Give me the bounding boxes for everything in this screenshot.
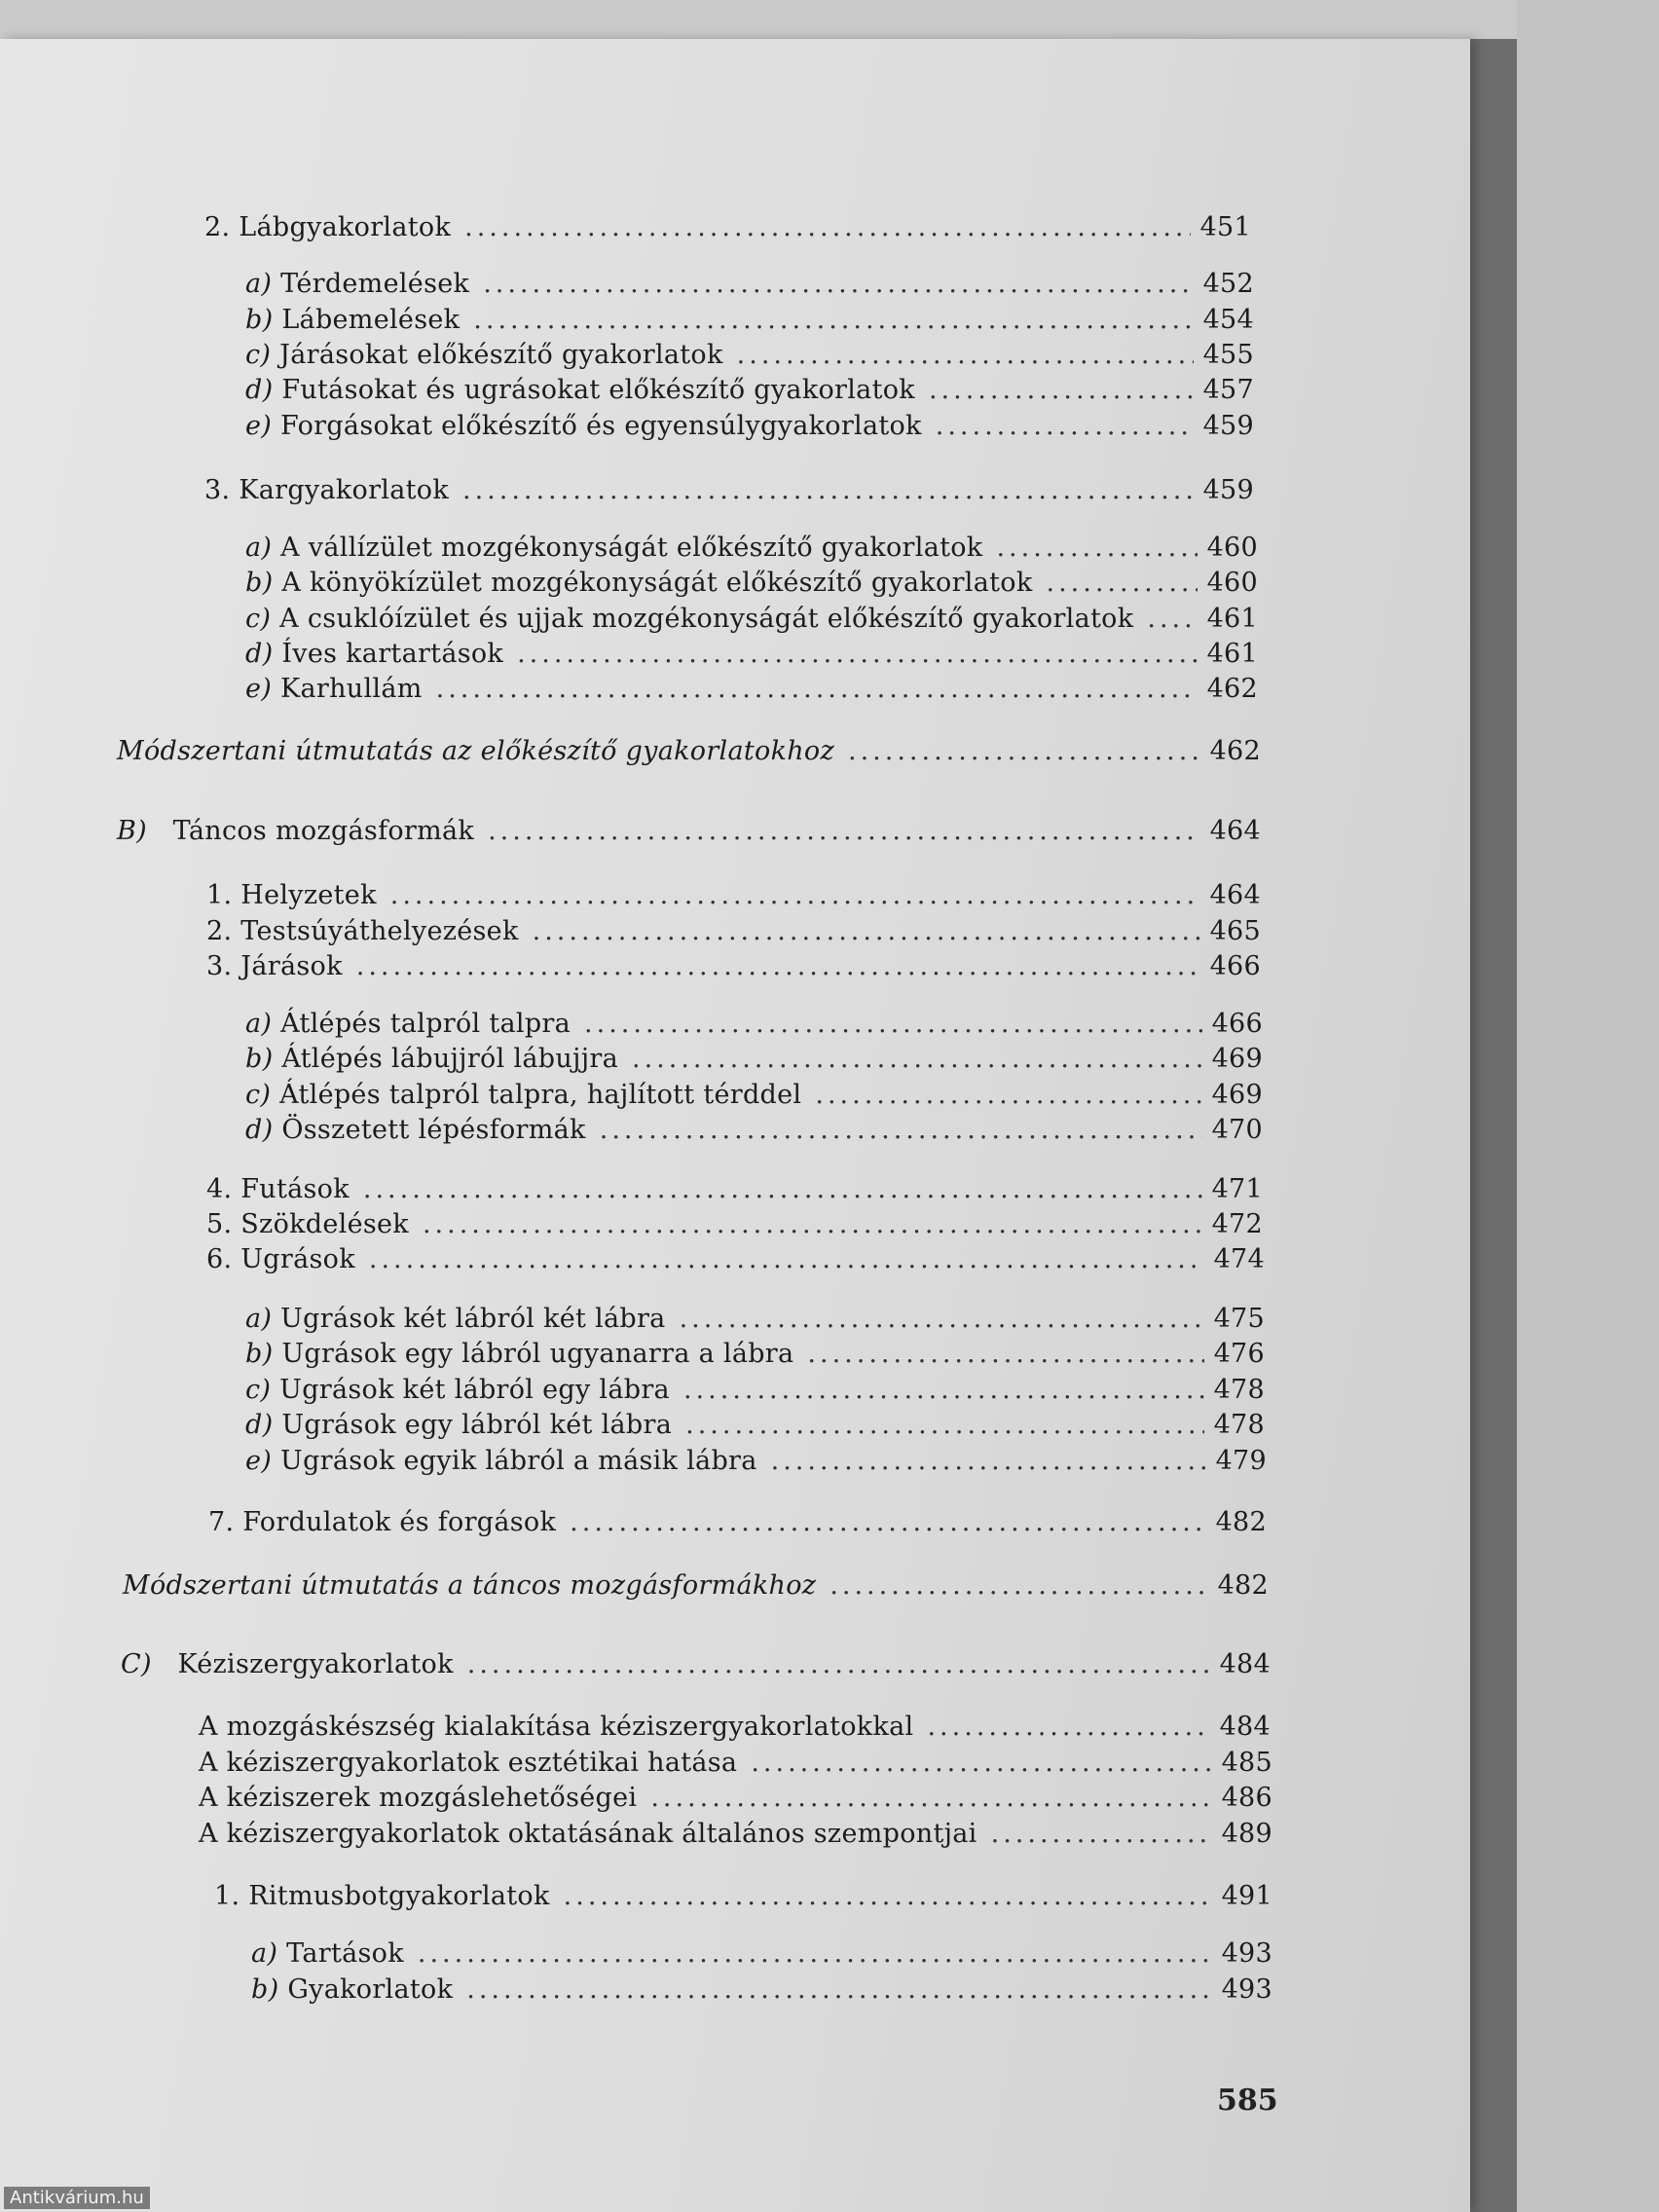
toc-entry-label <box>245 1410 672 1440</box>
toc-entry-label <box>245 1304 666 1334</box>
toc-entry-page: 455 <box>1202 340 1254 370</box>
toc-entry-marker: c) <box>245 604 272 634</box>
toc-entry-label <box>245 1339 793 1369</box>
toc-entry-label <box>245 1044 618 1074</box>
toc-entry-page: 482 <box>1215 1507 1267 1537</box>
dot-leader <box>927 1712 1209 1742</box>
toc-entry-marker: b) <box>251 1974 279 2005</box>
toc-entry-text: Ugrások egyik lábról a másik lábra <box>280 1446 757 1476</box>
toc-entry <box>245 639 1258 676</box>
toc-entry-page: 475 <box>1213 1304 1265 1334</box>
toc-entry-marker: d) <box>245 1115 274 1145</box>
toc-entry <box>245 1009 1263 1046</box>
dot-leader <box>1147 604 1197 634</box>
toc-entry <box>117 736 1261 773</box>
toc-entry-page: 470 <box>1211 1115 1263 1145</box>
toc-entry-page: 484 <box>1219 1649 1271 1679</box>
toc-entry-page: 459 <box>1202 475 1254 505</box>
toc-entry-text: Íves kartartások <box>281 639 504 669</box>
dot-leader <box>737 340 1194 370</box>
toc-entry-text: 1. Ritmusbotgyakorlatok <box>214 1881 550 1911</box>
toc-entry-text: 6. Ugrások <box>206 1244 355 1274</box>
toc-entry-page: 454 <box>1202 305 1254 335</box>
toc-entry <box>245 1080 1263 1117</box>
toc-entry-label <box>245 568 1033 598</box>
toc-entry-marker: c) <box>245 1080 272 1110</box>
dot-leader <box>771 1446 1206 1476</box>
toc-entry-text: 7. Fordulatok és forgások <box>208 1507 557 1537</box>
toc-entry-page: 479 <box>1215 1446 1267 1476</box>
toc-entry-page: 466 <box>1211 1009 1263 1039</box>
toc-entry-label <box>245 1375 670 1405</box>
dot-leader <box>830 1570 1207 1601</box>
toc-entry-marker: b) <box>245 568 274 598</box>
toc-entry-marker: d) <box>245 639 274 669</box>
dot-leader <box>467 1649 1210 1679</box>
toc-entry-page: 471 <box>1211 1174 1263 1204</box>
toc-entry-marker: b) <box>245 1044 274 1074</box>
toc-entry-text: A könyökízület mozgékonyságát előkészítő gyakorlatok <box>281 568 1033 598</box>
toc-entry <box>245 1044 1263 1081</box>
toc-entry <box>245 269 1254 306</box>
toc-entry-label <box>206 1174 350 1204</box>
toc-entry-label <box>206 1244 355 1274</box>
toc-entry-label <box>245 533 982 563</box>
toc-entry-page: 461 <box>1206 639 1258 669</box>
book-spine <box>1470 39 1517 2212</box>
toc-entry <box>245 1115 1263 1152</box>
toc-entry-label <box>121 1649 454 1679</box>
toc-entry-page: 478 <box>1213 1375 1265 1405</box>
toc-entry-marker: a) <box>245 533 273 563</box>
toc-entry-label <box>245 674 423 704</box>
toc-entry-page: 462 <box>1206 674 1258 704</box>
toc-entry-page: 460 <box>1206 568 1258 598</box>
toc-entry-marker: a) <box>245 1304 273 1334</box>
toc-entry-marker: b) <box>245 305 274 335</box>
dot-leader <box>991 1819 1212 1849</box>
toc-entry-marker: e) <box>245 1446 273 1476</box>
toc-entry-text: Karhullám <box>280 674 423 704</box>
toc-entry <box>245 375 1254 412</box>
toc-entry-label <box>199 1748 737 1778</box>
page-number: 585 <box>1217 2083 1278 2118</box>
toc-entry <box>245 411 1254 448</box>
toc-entry-text: Átlépés talpról talpra <box>280 1009 571 1039</box>
dot-leader <box>533 916 1200 946</box>
dot-leader <box>929 375 1194 405</box>
dot-leader <box>423 1209 1202 1239</box>
toc-entry-text: A kéziszergyakorlatok esztétikai hatása <box>199 1748 738 1778</box>
dot-leader <box>473 305 1193 335</box>
toc-entry <box>204 212 1251 249</box>
toc-entry <box>214 1881 1272 1918</box>
toc-entry-label <box>206 1209 409 1239</box>
toc-entry-page: 464 <box>1209 880 1261 910</box>
toc-entry-page: 465 <box>1209 916 1261 946</box>
toc-entry-page: 469 <box>1211 1044 1263 1074</box>
toc-entry-text: 5. Szökdelések <box>206 1209 409 1239</box>
watermark: Antikvárium.hu <box>4 2187 150 2209</box>
toc-entry-label <box>206 951 343 981</box>
toc-entry-marker: a) <box>245 269 273 299</box>
toc-entry-text: Futásokat és ugrásokat előkészítő gyakorlatok <box>281 375 915 405</box>
toc-entry-marker: d) <box>245 375 274 405</box>
toc-entry-page: 462 <box>1209 736 1261 766</box>
toc-entry-text: Térdemelések <box>280 269 470 299</box>
toc-entry-label <box>245 1446 757 1476</box>
toc-entry-label <box>251 1974 453 2005</box>
toc-entry-label <box>245 375 915 405</box>
toc-entry-text: Átlépés lábujjról lábujjra <box>281 1044 618 1074</box>
toc-entry-marker: c) <box>245 1375 272 1405</box>
toc-entry-text: 2. Testsúyáthelyezések <box>206 916 519 946</box>
toc-entry-label <box>208 1507 556 1537</box>
dot-leader <box>369 1244 1204 1274</box>
toc-entry-text: Ugrások két lábról két lábra <box>280 1304 666 1334</box>
toc-entry-label <box>245 1115 586 1145</box>
dot-leader <box>436 674 1198 704</box>
toc-entry-marker: e) <box>245 674 273 704</box>
toc-entry-marker: c) <box>245 340 272 370</box>
dot-leader <box>488 816 1199 846</box>
dot-leader <box>683 1375 1204 1405</box>
toc-entry-page: 485 <box>1221 1748 1272 1778</box>
toc-entry <box>251 1938 1272 1975</box>
dot-leader <box>751 1748 1211 1778</box>
toc-entry <box>245 1410 1265 1447</box>
toc-entry <box>199 1748 1272 1785</box>
dot-leader <box>815 1080 1201 1110</box>
toc-entry <box>245 1339 1265 1376</box>
dot-leader <box>632 1044 1202 1074</box>
dot-leader <box>570 1507 1205 1537</box>
toc-entry <box>206 1174 1263 1211</box>
toc-entry-text: 2. Lábgyakorlatok <box>204 212 452 242</box>
toc-entry <box>121 1649 1271 1686</box>
toc-entry-page: 493 <box>1221 1974 1272 2005</box>
toc-entry-page: 478 <box>1213 1410 1265 1440</box>
toc-entry-page: 486 <box>1221 1783 1272 1813</box>
toc-entry <box>245 1304 1265 1341</box>
dot-leader <box>936 411 1194 441</box>
toc-entry-label <box>199 1819 977 1849</box>
toc-entry <box>117 816 1261 853</box>
toc-entry-marker: e) <box>245 411 273 441</box>
toc-entry <box>245 1375 1265 1412</box>
toc-entry-text: Ugrások két lábról egy lábra <box>279 1375 670 1405</box>
toc-entry-page: 459 <box>1202 411 1254 441</box>
toc-entry-text: Ugrások egy lábról két lábra <box>281 1410 673 1440</box>
toc-entry-text: Átlépés talpról talpra, hajlított térddel <box>279 1080 802 1110</box>
dot-leader <box>466 1974 1211 2005</box>
toc-entry-label <box>245 269 469 299</box>
toc-entry-marker: d) <box>245 1410 274 1440</box>
dot-leader <box>564 1881 1212 1911</box>
toc-entry-text: 1. Helyzetek <box>206 880 377 910</box>
toc-entry-text: Módszertani útmutatás a táncos mozgásformákhoz <box>123 1570 817 1601</box>
toc-entry <box>245 340 1254 377</box>
dot-leader <box>1047 568 1198 598</box>
toc-entry-label <box>199 1783 637 1813</box>
toc-entry-page: 457 <box>1202 375 1254 405</box>
dot-leader <box>356 951 1200 981</box>
toc-entry-page: 452 <box>1202 269 1254 299</box>
toc-entry-label <box>245 1009 571 1039</box>
toc-entry-label <box>245 604 1133 634</box>
toc-entry-text: Kéziszergyakorlatok <box>177 1649 454 1679</box>
toc-entry-label <box>123 1570 816 1601</box>
toc-entry <box>206 951 1261 988</box>
toc-entry <box>206 916 1261 953</box>
toc-entry-label <box>214 1881 550 1911</box>
toc-entry-page: 451 <box>1199 212 1251 242</box>
toc-entry-text: A mozgáskészség kialakítása kéziszergyakorlatokkal <box>199 1712 914 1742</box>
toc-entry-page: 491 <box>1221 1881 1272 1911</box>
toc-entry-label <box>245 639 503 669</box>
toc-entry <box>204 475 1254 512</box>
dot-leader <box>685 1410 1203 1440</box>
toc-entry-text: Tartások <box>286 1938 404 1969</box>
toc-entry-page: 469 <box>1211 1080 1263 1110</box>
dot-leader <box>483 269 1193 299</box>
toc-entry-label <box>204 212 451 242</box>
toc-entry-page: 461 <box>1206 604 1258 634</box>
toc-entry-label <box>199 1712 913 1742</box>
toc-entry-page: 460 <box>1206 533 1258 563</box>
toc-entry-text: Táncos mozgásformák <box>172 816 475 846</box>
toc-entry-page: 474 <box>1213 1244 1265 1274</box>
toc-entry <box>123 1570 1269 1607</box>
toc-entry-label <box>117 736 834 766</box>
toc-entry-label <box>245 1080 801 1110</box>
toc-entry-text: 4. Futások <box>206 1174 350 1204</box>
toc-entry <box>245 604 1258 641</box>
toc-entry-label <box>245 411 922 441</box>
toc-entry <box>245 305 1254 342</box>
dot-leader <box>650 1783 1211 1813</box>
dot-leader <box>464 212 1190 242</box>
toc-entry-text: 3. Kargyakorlatok <box>204 475 449 505</box>
toc-entry-text: A kéziszerek mozgáslehetőségei <box>199 1783 638 1813</box>
toc-entry <box>245 1446 1267 1483</box>
toc-entry-page: 493 <box>1221 1938 1272 1969</box>
toc-entry-marker: a) <box>251 1938 278 1969</box>
toc-entry-text: Járásokat előkészítő gyakorlatok <box>279 340 723 370</box>
dot-leader <box>807 1339 1203 1369</box>
toc-entry <box>206 880 1261 917</box>
toc-entry-text: A csuklóízület és ujjak mozgékonyságát előkészítő gyakorlatok <box>279 604 1134 634</box>
toc-entry-page: 476 <box>1213 1339 1265 1369</box>
toc-entry <box>199 1783 1272 1820</box>
toc-entry <box>245 674 1258 711</box>
toc-entry-page: 466 <box>1209 951 1261 981</box>
background <box>1517 0 1659 2212</box>
toc-entry <box>245 568 1258 605</box>
toc-entry-text: Forgásokat előkészítő és egyensúlygyakorlatok <box>280 411 922 441</box>
toc-entry-label <box>204 475 449 505</box>
dot-leader <box>996 533 1197 563</box>
toc-entry-label <box>206 916 519 946</box>
toc-entry-label <box>206 880 377 910</box>
toc-entry <box>206 1209 1263 1246</box>
toc-entry-label <box>251 1938 404 1969</box>
dot-leader <box>600 1115 1202 1145</box>
toc-entry-page: 489 <box>1221 1819 1272 1849</box>
toc-entry-text: A vállízület mozgékonyságát előkészítő gyakorlatok <box>280 533 983 563</box>
dot-leader <box>680 1304 1204 1334</box>
dot-leader <box>584 1009 1202 1039</box>
toc-entry-marker: B) <box>117 816 147 846</box>
toc-entry <box>199 1712 1271 1749</box>
toc-entry-label <box>245 340 723 370</box>
dot-leader <box>418 1938 1212 1969</box>
toc-entry-text: Összetett lépésformák <box>281 1115 586 1145</box>
dot-leader <box>848 736 1200 766</box>
toc-entry-marker: b) <box>245 1339 274 1369</box>
dot-leader <box>390 880 1200 910</box>
toc-entry <box>206 1244 1265 1281</box>
toc-entry <box>199 1819 1272 1856</box>
toc-entry-text: 3. Járások <box>206 951 343 981</box>
dot-leader <box>517 639 1197 669</box>
toc-entry-marker: C) <box>121 1649 152 1679</box>
toc-entry-label <box>117 816 474 846</box>
toc-entry <box>251 1974 1272 2011</box>
toc-entry-text: Lábemelések <box>281 305 461 335</box>
toc-entry-page: 472 <box>1211 1209 1263 1239</box>
dot-leader <box>363 1174 1202 1204</box>
toc-entry-text: Gyakorlatok <box>287 1974 454 2005</box>
toc-entry-text: Módszertani útmutatás az előkészítő gyakorlatokhoz <box>117 736 835 766</box>
toc-entry <box>208 1507 1267 1544</box>
toc-entry-label <box>245 305 460 335</box>
toc-entry-page: 484 <box>1219 1712 1271 1742</box>
dot-leader <box>462 475 1194 505</box>
toc-entry-page: 482 <box>1217 1570 1269 1601</box>
toc-entry-text: A kéziszergyakorlatok oktatásának általános szempontjai <box>199 1819 977 1849</box>
toc-entry-marker: a) <box>245 1009 273 1039</box>
toc-entry-page: 464 <box>1209 816 1261 846</box>
toc-entry-text: Ugrások egy lábról ugyanarra a lábra <box>281 1339 794 1369</box>
toc-entry <box>245 533 1258 570</box>
